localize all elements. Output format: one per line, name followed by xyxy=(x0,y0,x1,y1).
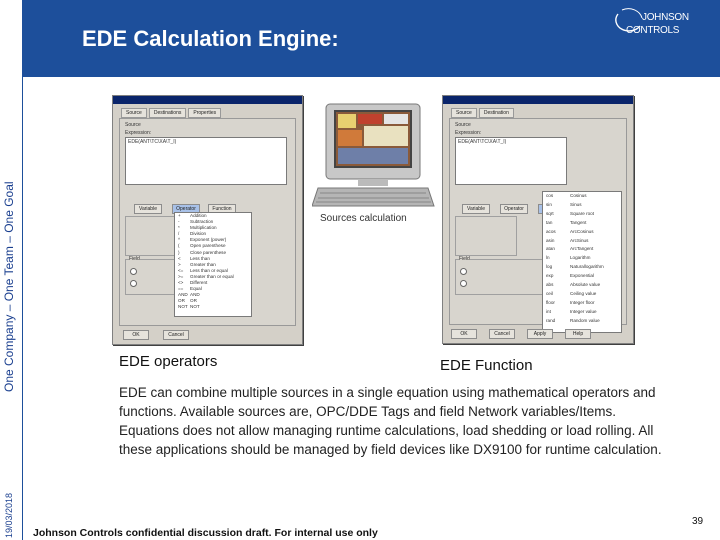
functions-dialog-screenshot xyxy=(442,95,634,344)
dialog-titlebar xyxy=(113,96,302,104)
functions-menu[interactable] xyxy=(542,191,622,333)
operator-symbol: - xyxy=(178,219,180,225)
variable-button[interactable]: Variable xyxy=(134,204,162,214)
operator-symbol: >= xyxy=(178,273,184,279)
source-label: Source xyxy=(455,122,471,128)
function-name: abs xyxy=(546,282,554,288)
operator-label: Greater than or equal xyxy=(190,273,234,279)
expression-field[interactable] xyxy=(125,137,287,185)
operators-dialog-screenshot xyxy=(112,95,303,345)
operators-list xyxy=(175,213,251,311)
expression-value: EDE(ANT\TC\XA\T_I) xyxy=(128,139,177,145)
ok-button[interactable]: OK xyxy=(123,330,149,340)
function-description: Exponential xyxy=(570,273,595,279)
operator-label: Open parenthese xyxy=(190,243,226,249)
field-radio-1[interactable] xyxy=(460,268,467,275)
dialog-body xyxy=(119,118,296,326)
svg-text:JOHNSON: JOHNSON xyxy=(642,12,689,23)
apply-button[interactable]: Apply xyxy=(527,329,553,339)
function-name: tan xyxy=(546,219,553,225)
cancel-button[interactable]: Cancel xyxy=(489,329,515,339)
function-menu-item[interactable] xyxy=(543,245,621,254)
operator-symbol: AND xyxy=(178,292,188,298)
operator-label: Less than xyxy=(190,255,210,261)
svg-text:CONTROLS: CONTROLS xyxy=(626,25,680,36)
function-name: sqrt xyxy=(546,210,554,216)
operator-symbol: ) xyxy=(178,249,180,255)
operator-label: Subtraction xyxy=(190,219,214,225)
function-menu-item[interactable] xyxy=(543,228,621,237)
field-label: Field xyxy=(129,256,140,262)
dialog-tabs xyxy=(451,108,633,118)
function-name: asin xyxy=(546,237,555,243)
field-radio-2[interactable] xyxy=(130,280,137,287)
functions-caption: EDE Function xyxy=(440,357,533,374)
operator-label: Equal xyxy=(190,286,202,292)
function-description: Integer floor xyxy=(570,299,595,305)
operator-label: Greater than xyxy=(190,261,216,267)
tab-destinations[interactable]: Destinations xyxy=(149,108,187,118)
function-button[interactable]: Function xyxy=(208,204,236,214)
dialog-titlebar xyxy=(443,96,633,104)
operator-symbol: + xyxy=(178,213,181,218)
source-label: Source xyxy=(125,122,141,128)
header-band xyxy=(22,0,720,77)
operator-symbol: / xyxy=(178,231,180,237)
functions-list xyxy=(543,192,621,326)
computer-illustration xyxy=(312,102,437,212)
cancel-button[interactable]: Cancel xyxy=(163,330,189,340)
operator-label: Close parenthese xyxy=(190,249,227,255)
sources-caption: Sources calculation xyxy=(320,213,407,224)
function-name: ln xyxy=(546,255,550,261)
options-group xyxy=(455,216,517,256)
function-name: exp xyxy=(546,273,554,279)
operator-button[interactable]: Operator xyxy=(172,204,200,214)
tab-source[interactable]: Source xyxy=(451,108,477,118)
ok-button[interactable]: OK xyxy=(451,329,477,339)
function-name: atan xyxy=(546,246,555,252)
function-description: Logarithm xyxy=(570,255,591,261)
tab-source[interactable]: Source xyxy=(121,108,147,118)
field-label: Field xyxy=(459,256,470,262)
function-menu-item[interactable] xyxy=(543,290,621,299)
left-margin xyxy=(0,0,22,540)
function-name: int xyxy=(546,308,551,314)
function-menu-item[interactable] xyxy=(543,201,621,210)
function-name: ceil xyxy=(546,290,553,296)
operator-label: Less than or equal xyxy=(190,267,228,273)
johnson-controls-logo xyxy=(612,6,692,38)
confidential-footer: Johnson Controls confidential discussion draft. For internal use only xyxy=(33,527,378,539)
field-group xyxy=(455,256,545,295)
function-description: ArcTangent xyxy=(570,246,594,252)
function-menu-item[interactable] xyxy=(543,272,621,281)
operator-label: AND xyxy=(190,292,200,298)
operator-label: Different xyxy=(190,280,208,286)
function-name: cos xyxy=(546,193,554,198)
function-menu-item[interactable] xyxy=(543,281,621,290)
tab-destination[interactable]: Destination xyxy=(479,108,514,118)
expression-field[interactable] xyxy=(455,137,567,185)
operator-symbol: == xyxy=(178,286,184,292)
operator-symbol: <= xyxy=(178,267,184,273)
variable-button[interactable]: Variable xyxy=(462,204,490,214)
function-description: Random value xyxy=(570,317,600,323)
function-name: sin xyxy=(546,201,552,207)
function-description: Sinus xyxy=(570,201,582,207)
function-description: Cosinus xyxy=(570,193,587,198)
function-menu-item[interactable] xyxy=(543,219,621,228)
slide-date: 19/03/2018 xyxy=(4,492,14,538)
operator-symbol: * xyxy=(178,225,180,231)
operator-label: Exponent (power) xyxy=(190,237,227,243)
help-button[interactable]: Help xyxy=(565,329,591,339)
dialog-body xyxy=(449,118,627,325)
function-menu-item[interactable] xyxy=(543,192,621,201)
operator-label: Multiplication xyxy=(190,225,217,231)
operator-symbol: OR xyxy=(178,298,185,304)
operator-symbol: > xyxy=(178,261,181,267)
operator-symbol: NOT xyxy=(178,304,188,310)
function-description: Square root xyxy=(570,210,595,216)
function-menu-item[interactable] xyxy=(543,210,621,219)
function-description: Integer value xyxy=(570,308,597,314)
function-name: acos xyxy=(546,228,556,234)
function-name: floor xyxy=(546,299,555,305)
field-radio-2[interactable] xyxy=(460,280,467,287)
page-number: 39 xyxy=(692,516,704,527)
company-tagline: One Company – One Team – One Goal xyxy=(2,181,16,392)
operator-symbol: <> xyxy=(178,280,184,286)
function-menu-item[interactable] xyxy=(543,254,621,263)
expression-label: Expression: xyxy=(455,130,482,136)
function-description: Naturallogarithm xyxy=(570,264,604,270)
expression-value: EDE(ANT\TC\XA\T_I) xyxy=(458,139,507,145)
function-name: log xyxy=(546,264,553,270)
dialog-tabs xyxy=(121,108,302,118)
operator-label: NOT xyxy=(190,304,200,310)
operators-menu[interactable] xyxy=(174,212,252,317)
slide-title: EDE Calculation Engine: xyxy=(82,26,339,51)
function-description: ArcCosinus xyxy=(570,228,594,234)
function-menu-item[interactable] xyxy=(543,299,621,308)
margin-divider xyxy=(22,77,23,540)
function-description: Absolute value xyxy=(570,282,601,288)
expression-label: Expression: xyxy=(125,130,152,136)
function-description: Ceiling value xyxy=(570,290,597,296)
operator-symbol: < xyxy=(178,255,181,261)
operator-label: OR xyxy=(190,298,197,304)
function-menu-item[interactable] xyxy=(543,308,621,317)
function-menu-item[interactable] xyxy=(543,317,621,326)
function-name: rand xyxy=(546,317,556,323)
operators-caption: EDE operators xyxy=(119,353,218,370)
operator-symbol: ( xyxy=(178,243,180,249)
operator-label: Division xyxy=(190,231,207,237)
function-menu-item[interactable] xyxy=(543,263,621,272)
description-paragraph: EDE can combine multiple sources in a single equation using mathematical operators and functions. Available sources are, OPC/DDE Tags and field Network variables/Items. Equations does not allow managing runtime calculations, load shedding or load rolling. All these applications should be managed by field devices like DX9100 for runtime calculation. xyxy=(119,385,662,457)
operator-button[interactable]: Operator xyxy=(500,204,528,214)
function-menu-item[interactable] xyxy=(543,237,621,246)
tab-properties[interactable]: Properties xyxy=(188,108,221,118)
field-radio-1[interactable] xyxy=(130,268,137,275)
function-description: Tangent xyxy=(570,219,587,225)
function-description: ArcSinus xyxy=(570,237,589,243)
operator-symbol: ^ xyxy=(178,237,181,243)
operator-label: Addition xyxy=(190,213,207,218)
operator-menu-item[interactable] xyxy=(175,304,251,310)
